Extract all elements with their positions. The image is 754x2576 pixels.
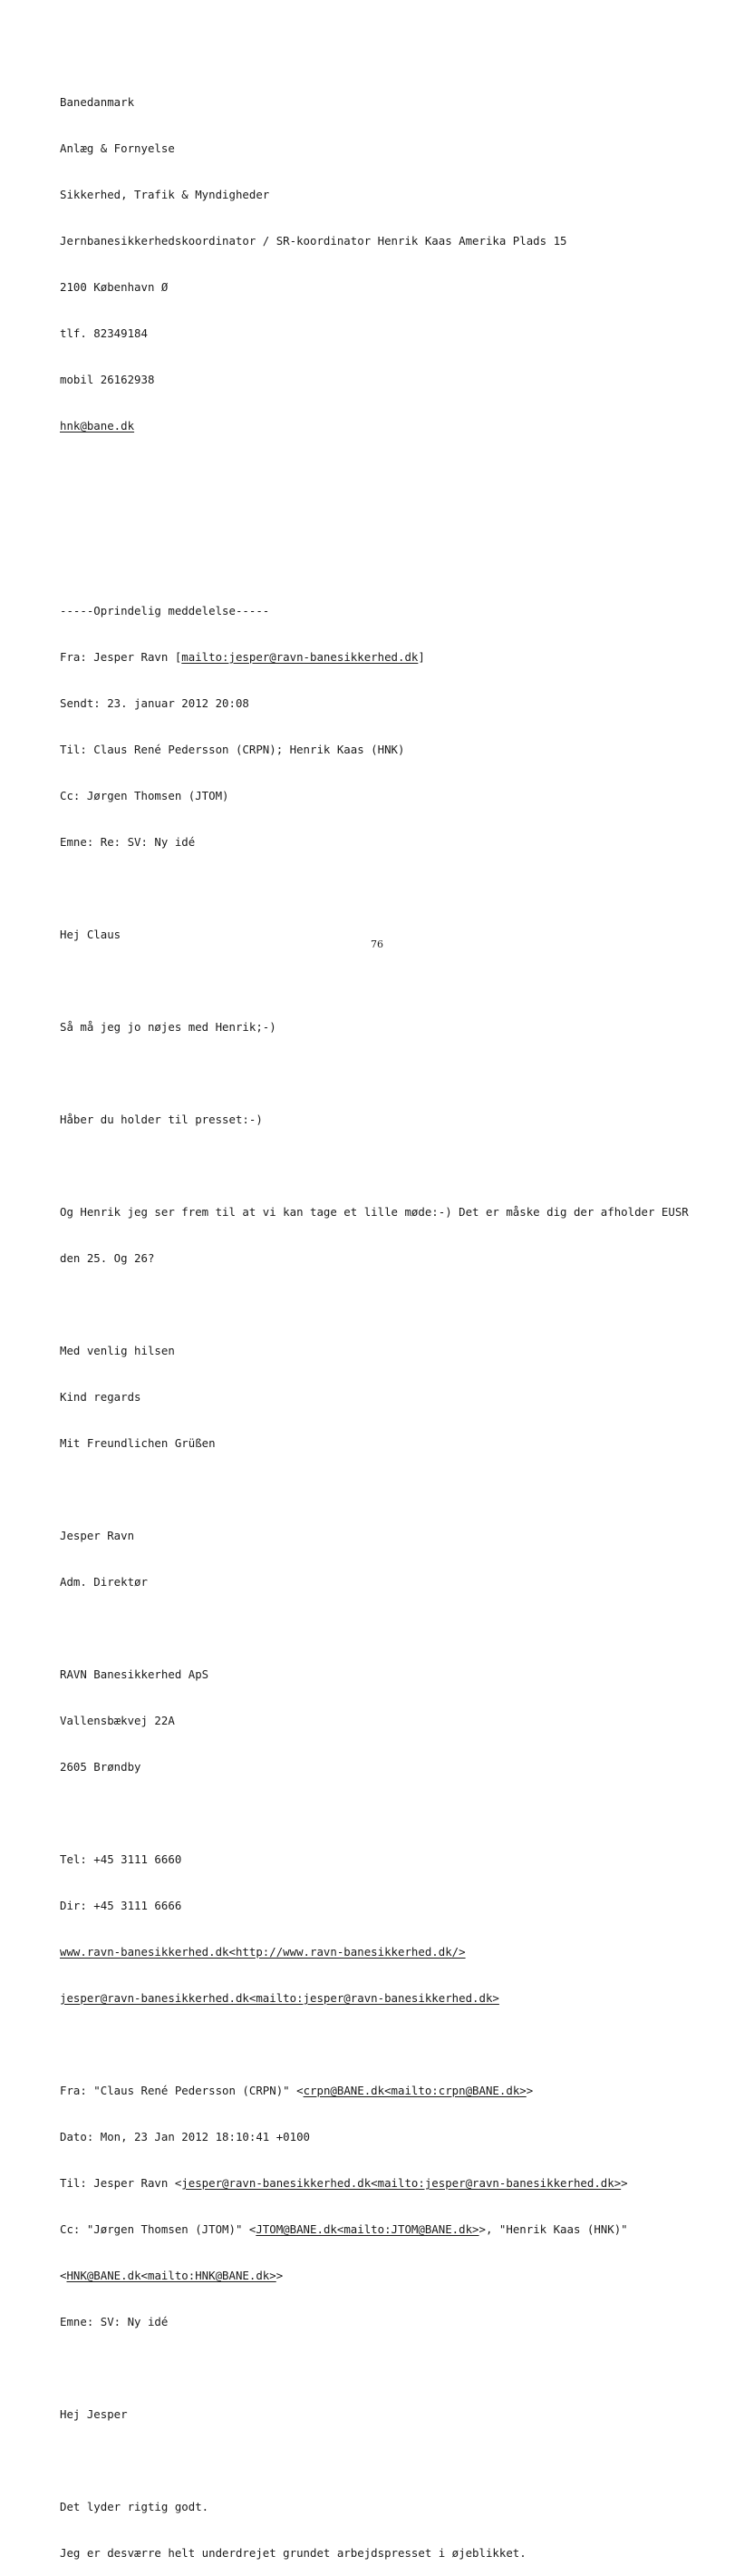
spacer [60, 2360, 749, 2376]
spacer [60, 973, 749, 988]
fwd-closing1: Med venlig hilsen [60, 1344, 175, 1357]
email-document [60, 63, 749, 2576]
spacer [60, 1805, 749, 1821]
fwd-sender-title: Adm. Direktør [60, 1575, 148, 1589]
sig-department: Anlæg & Fornyelse [60, 141, 175, 155]
orig-from-link[interactable]: crpn@BANE.dk<mailto:crpn@BANE.dk> [303, 2084, 527, 2097]
orig-cc-line2-prefix: < [60, 2269, 67, 2282]
sig-company: Banedanmark [60, 95, 135, 109]
fwd-sent: Sendt: 23. januar 2012 20:08 [60, 696, 249, 710]
sig-phone: tlf. 82349184 [60, 326, 148, 340]
orig-cc-prefix: Cc: "Jørgen Thomsen (JTOM)" < [60, 2222, 256, 2236]
fwd-subject: Emne: Re: SV: Ny idé [60, 835, 196, 849]
fwd-para1: Så må jeg jo nøjes med Henrik;-) [60, 1020, 276, 1034]
spacer [60, 1620, 749, 1636]
spacer [60, 2036, 749, 2052]
orig-to-suffix: > [621, 2176, 628, 2190]
fwd-separator: -----Oprindelig meddelelse----- [60, 604, 270, 617]
spacer [60, 1297, 749, 1312]
spacer [60, 557, 749, 572]
orig-body-line1: Det lyder rigtig godt. [60, 2500, 209, 2513]
spacer [60, 1158, 749, 1173]
orig-from-suffix: > [526, 2084, 534, 2097]
fwd-dir: Dir: +45 3111 6666 [60, 1899, 182, 1912]
orig-cc-line2-suffix: > [276, 2269, 284, 2282]
orig-cc-line2 [60, 2268, 749, 2283]
orig-from-prefix: Fra: "Claus René Pedersson (CRPN)" < [60, 2084, 304, 2097]
sig-city: 2100 København Ø [60, 280, 169, 294]
fwd-para3-line1: Og Henrik jeg ser frem til at vi kan tage et lille møde:-) Det er måske dig der afholder EUSR [60, 1205, 689, 1219]
fwd-tel: Tel: +45 3111 6660 [60, 1852, 182, 1866]
spacer [60, 1482, 749, 1497]
orig-to-link[interactable]: jesper@ravn-banesikkerhed.dk<mailto:jesper@ravn-banesikkerhed.dk> [181, 2176, 622, 2190]
sig-mobile: mobil 26162938 [60, 373, 155, 386]
spacer [60, 880, 749, 896]
page-number: 76 [371, 938, 383, 950]
orig-body-line2: Jeg er desværre helt underdrejet grundet arbejdspresset i øjeblikket. [60, 2546, 527, 2560]
fwd-para2: Håber du holder til presset:-) [60, 1113, 263, 1126]
orig-cc-link2[interactable]: HNK@BANE.dk<mailto:HNK@BANE.dk> [66, 2269, 276, 2282]
orig-greeting: Hej Jesper [60, 2407, 128, 2421]
fwd-street: Vallensbækvej 22A [60, 1714, 175, 1727]
fwd-from-suffix: ] [418, 650, 425, 664]
orig-cc-line [60, 2221, 749, 2237]
fwd-closing2: Kind regards [60, 1390, 141, 1404]
spacer [60, 1065, 749, 1081]
sig-email-line [60, 418, 749, 433]
orig-cc-link1[interactable]: JTOM@BANE.dk<mailto:JTOM@BANE.dk> [256, 2222, 479, 2236]
sig-role-address: Jernbanesikkerhedskoordinator / SR-koordinator Henrik Kaas Amerika Plads 15 [60, 234, 567, 248]
fwd-email-link[interactable]: jesper@ravn-banesikkerhed.dk<mailto:jesper@ravn-banesikkerhed.dk> [60, 1991, 499, 2005]
fwd-closing3: Mit Freundlichen Grüßen [60, 1436, 216, 1450]
spacer [60, 2453, 749, 2468]
orig-to-prefix: Til: Jesper Ravn < [60, 2176, 182, 2190]
fwd-city: 2605 Brøndby [60, 1760, 141, 1774]
fwd-from-link[interactable]: mailto:jesper@ravn-banesikkerhed.dk [181, 650, 419, 664]
orig-to-line [60, 2175, 749, 2191]
spacer [60, 510, 749, 526]
fwd-from-line [60, 649, 749, 665]
fwd-para3-line2: den 25. Og 26? [60, 1251, 155, 1265]
fwd-email-line [60, 1990, 749, 2006]
fwd-greeting: Hej Claus [60, 928, 121, 941]
spacer [60, 464, 749, 480]
orig-cc-middle: >, "Henrik Kaas (HNK)" [478, 2222, 628, 2236]
orig-date: Dato: Mon, 23 Jan 2012 18:10:41 +0100 [60, 2130, 311, 2143]
fwd-cc: Cc: Jørgen Thomsen (JTOM) [60, 789, 229, 802]
fwd-from-prefix: Fra: Jesper Ravn [ [60, 650, 182, 664]
fwd-company: RAVN Banesikkerhed ApS [60, 1667, 209, 1681]
orig-from-line [60, 2083, 749, 2098]
sig-section: Sikkerhed, Trafik & Myndigheder [60, 188, 270, 201]
fwd-to: Til: Claus René Pedersson (CRPN); Henrik Kaas (HNK) [60, 743, 405, 756]
fwd-web-link[interactable]: www.ravn-banesikkerhed.dk<http://www.ravn-banesikkerhed.dk/> [60, 1945, 466, 1959]
orig-subject: Emne: SV: Ny idé [60, 2315, 169, 2328]
fwd-sender-name: Jesper Ravn [60, 1529, 135, 1542]
fwd-web-line [60, 1944, 749, 1959]
sig-email-link[interactable]: hnk@bane.dk [60, 419, 135, 433]
